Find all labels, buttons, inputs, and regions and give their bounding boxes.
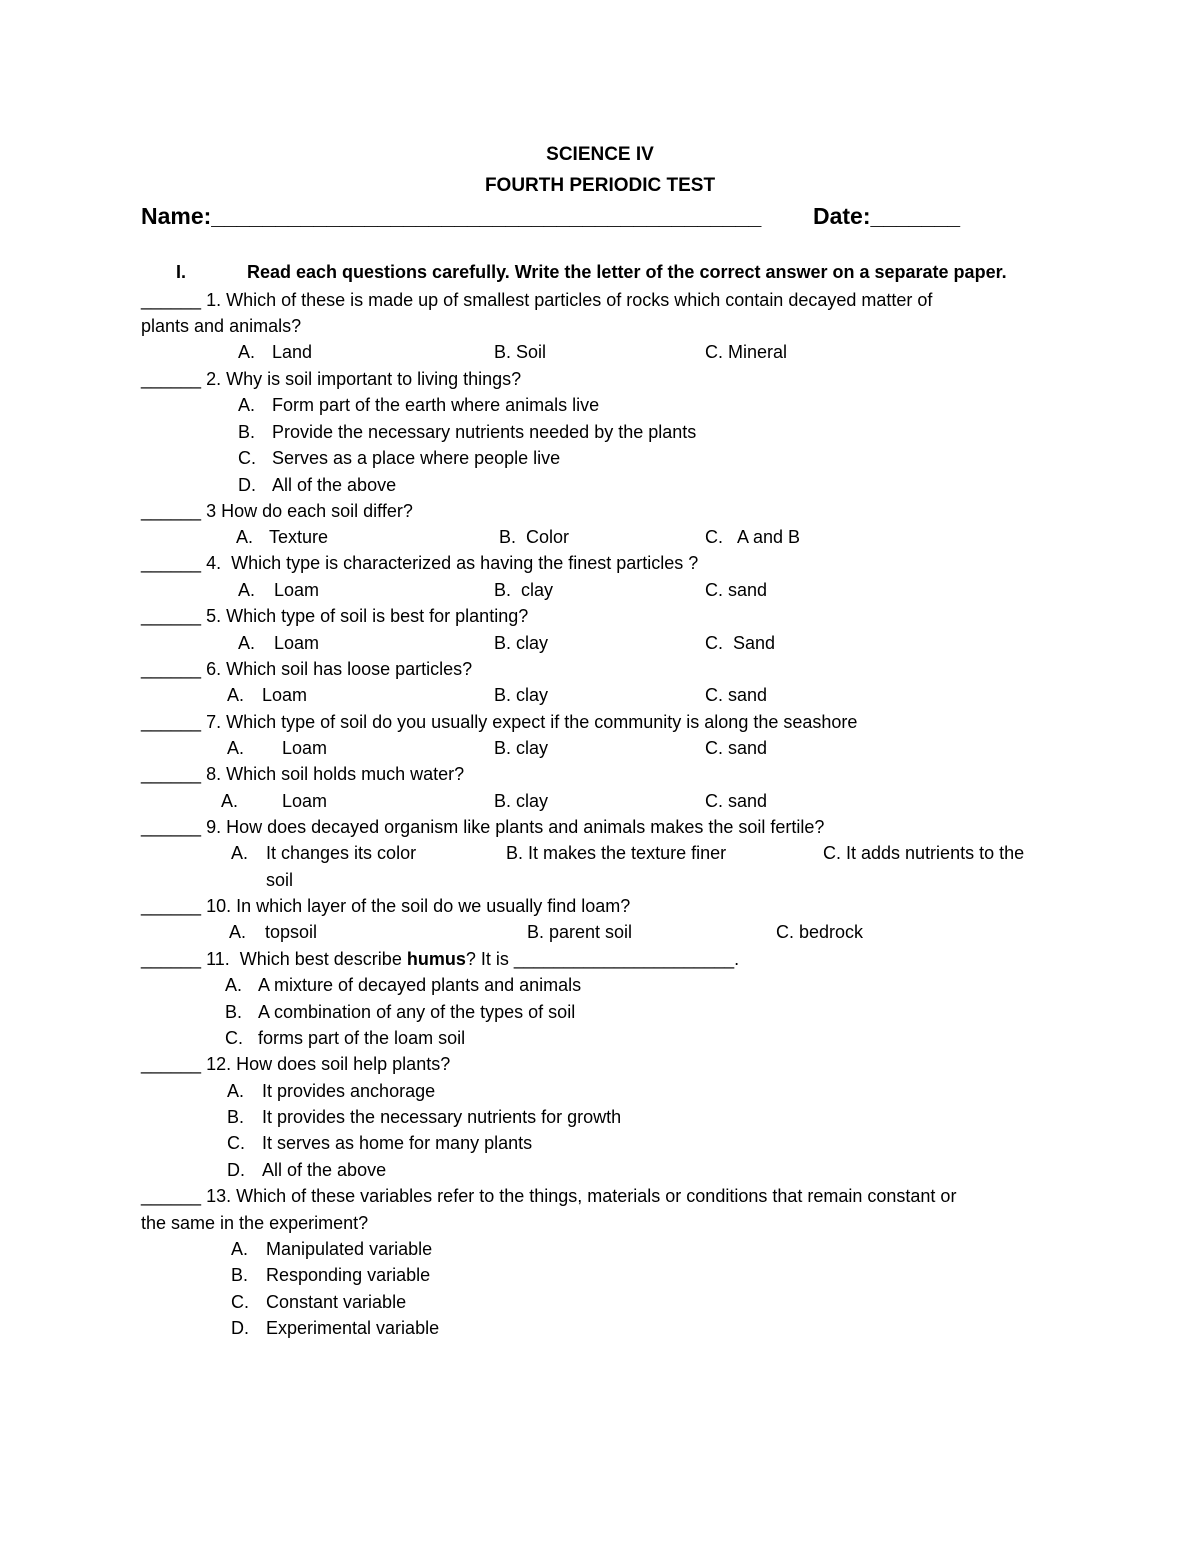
choice-text: C. bedrock bbox=[776, 922, 864, 942]
choice-text: B. clay bbox=[494, 738, 549, 758]
choice-text: Constant variable bbox=[266, 1292, 407, 1312]
choice-text: C. sand bbox=[705, 580, 768, 600]
question-keyword: humus bbox=[406, 949, 466, 969]
choice-text: Loam bbox=[274, 633, 320, 653]
choice-text: Serves as a place where people live bbox=[272, 448, 561, 468]
choice-text: Form part of the earth where animals live bbox=[272, 395, 600, 415]
choice-letter: A. bbox=[221, 791, 239, 811]
choice-letter: A. bbox=[238, 342, 256, 362]
choice-text: Loam bbox=[282, 791, 328, 811]
choice-text: A mixture of decayed plants and animals bbox=[258, 975, 582, 995]
choice-letter: C. bbox=[231, 1292, 249, 1312]
choice-text: It changes its color bbox=[266, 843, 417, 863]
choice-letter: A. bbox=[227, 685, 245, 705]
choice-text: A and B bbox=[737, 527, 801, 547]
section-instruction: Read each questions carefully. Write the letter of the correct answer on a separate paper. bbox=[247, 262, 1007, 282]
choice-text: C. Mineral bbox=[705, 342, 788, 362]
choice-text: Experimental variable bbox=[266, 1318, 440, 1338]
question-text: ______ 3 How do each soil differ? bbox=[141, 501, 413, 521]
choice-letter: A. bbox=[238, 580, 256, 600]
question-text: ______ 7. Which type of soil do you usually expect if the community is along the seashore bbox=[141, 712, 858, 732]
choice-letter: B. bbox=[227, 1107, 245, 1127]
question-text-cont: the same in the experiment? bbox=[141, 1213, 369, 1233]
choice-text: B. clay bbox=[494, 580, 554, 600]
choice-letter: D. bbox=[231, 1318, 249, 1338]
choice-letter: C. bbox=[227, 1133, 245, 1153]
choice-text: B. clay bbox=[494, 685, 549, 705]
choice-text: Land bbox=[272, 342, 313, 362]
choice-text: All of the above bbox=[262, 1160, 387, 1180]
choice-text: C. sand bbox=[705, 738, 768, 758]
choice-text: It serves as home for many plants bbox=[262, 1133, 533, 1153]
choice-letter: A. bbox=[238, 395, 256, 415]
question-text: ______ 13. Which of these variables refer to the things, materials or conditions that remain constant or bbox=[141, 1186, 957, 1206]
choice-text: Provide the necessary nutrients needed by the plants bbox=[272, 422, 697, 442]
choice-text: It provides the necessary nutrients for growth bbox=[262, 1107, 622, 1127]
question-text: ______ 8. Which soil holds much water? bbox=[141, 764, 465, 784]
choice-letter: C. bbox=[225, 1028, 243, 1048]
choice-text: B. clay bbox=[494, 633, 549, 653]
date-field-label: Date:_______ bbox=[813, 203, 961, 229]
choice-letter: A. bbox=[227, 1081, 245, 1101]
choice-text: B. parent soil bbox=[527, 922, 633, 942]
choice-text: C. sand bbox=[705, 685, 768, 705]
choice-letter: D. bbox=[238, 475, 256, 495]
question-text-cont: plants and animals? bbox=[141, 316, 302, 336]
choice-text: All of the above bbox=[272, 475, 397, 495]
choice-letter: A. bbox=[231, 1239, 249, 1259]
choice-text: Manipulated variable bbox=[266, 1239, 433, 1259]
choice-text: topsoil bbox=[265, 922, 318, 942]
choice-text: B. Color bbox=[499, 527, 570, 547]
choice-letter: A. bbox=[229, 922, 247, 942]
choice-text: Responding variable bbox=[266, 1265, 431, 1285]
question-text: ______ 4. Which type is characterized as having the finest particles ? bbox=[141, 553, 699, 573]
choice-text: It provides anchorage bbox=[262, 1081, 436, 1101]
choice-text: Loam bbox=[274, 580, 320, 600]
question-text bbox=[141, 946, 739, 972]
section-numeral: I. bbox=[176, 262, 187, 282]
choice-letter: C. bbox=[705, 527, 723, 547]
choice-text: Texture bbox=[269, 527, 329, 547]
choice-letter: A. bbox=[225, 975, 243, 995]
choice-text: forms part of the loam soil bbox=[258, 1028, 466, 1048]
document-title: SCIENCE IV bbox=[546, 144, 654, 165]
choice-letter: A. bbox=[227, 738, 245, 758]
choice-letter: B. bbox=[231, 1265, 249, 1285]
choice-letter: D. bbox=[227, 1160, 245, 1180]
choice-text-cont: soil bbox=[266, 870, 294, 890]
choice-text: C. sand bbox=[705, 791, 768, 811]
choice-letter: A. bbox=[236, 527, 254, 547]
choice-text: B. It makes the texture finer bbox=[506, 843, 727, 863]
choice-text: C. It adds nutrients to the bbox=[823, 843, 1025, 863]
choice-text: Loam bbox=[282, 738, 328, 758]
question-text: ______ 12. How does soil help plants? bbox=[141, 1054, 451, 1074]
choice-letter: A. bbox=[231, 843, 249, 863]
question-text: ______ 1. Which of these is made up of smallest particles of rocks which contain decayed matter of bbox=[141, 290, 933, 310]
choice-text: A combination of any of the types of soil bbox=[258, 1002, 576, 1022]
choice-letter: B. bbox=[238, 422, 256, 442]
question-text: ______ 9. How does decayed organism like plants and animals makes the soil fertile? bbox=[141, 817, 825, 837]
choice-text: Loam bbox=[262, 685, 308, 705]
name-field-label: Name:___________________________________________ bbox=[141, 203, 762, 229]
choice-text: B. Soil bbox=[494, 342, 547, 362]
question-text: ______ 6. Which soil has loose particles? bbox=[141, 659, 473, 679]
choice-text: B. clay bbox=[494, 791, 549, 811]
document-subtitle: FOURTH PERIODIC TEST bbox=[484, 175, 716, 196]
question-text: ______ 5. Which type of soil is best for planting? bbox=[141, 606, 529, 626]
question-text: ______ 10. In which layer of the soil do we usually find loam? bbox=[141, 896, 631, 916]
question-text: ______ 2. Why is soil important to living things? bbox=[141, 369, 522, 389]
choice-text: C. Sand bbox=[705, 633, 776, 653]
choice-letter: A. bbox=[238, 633, 256, 653]
question-text-start: ______ 11. Which best describe bbox=[141, 949, 407, 969]
choice-letter: B. bbox=[225, 1002, 243, 1022]
question-text-end: ? It is ______________________. bbox=[465, 949, 740, 969]
choice-letter: C. bbox=[238, 448, 256, 468]
